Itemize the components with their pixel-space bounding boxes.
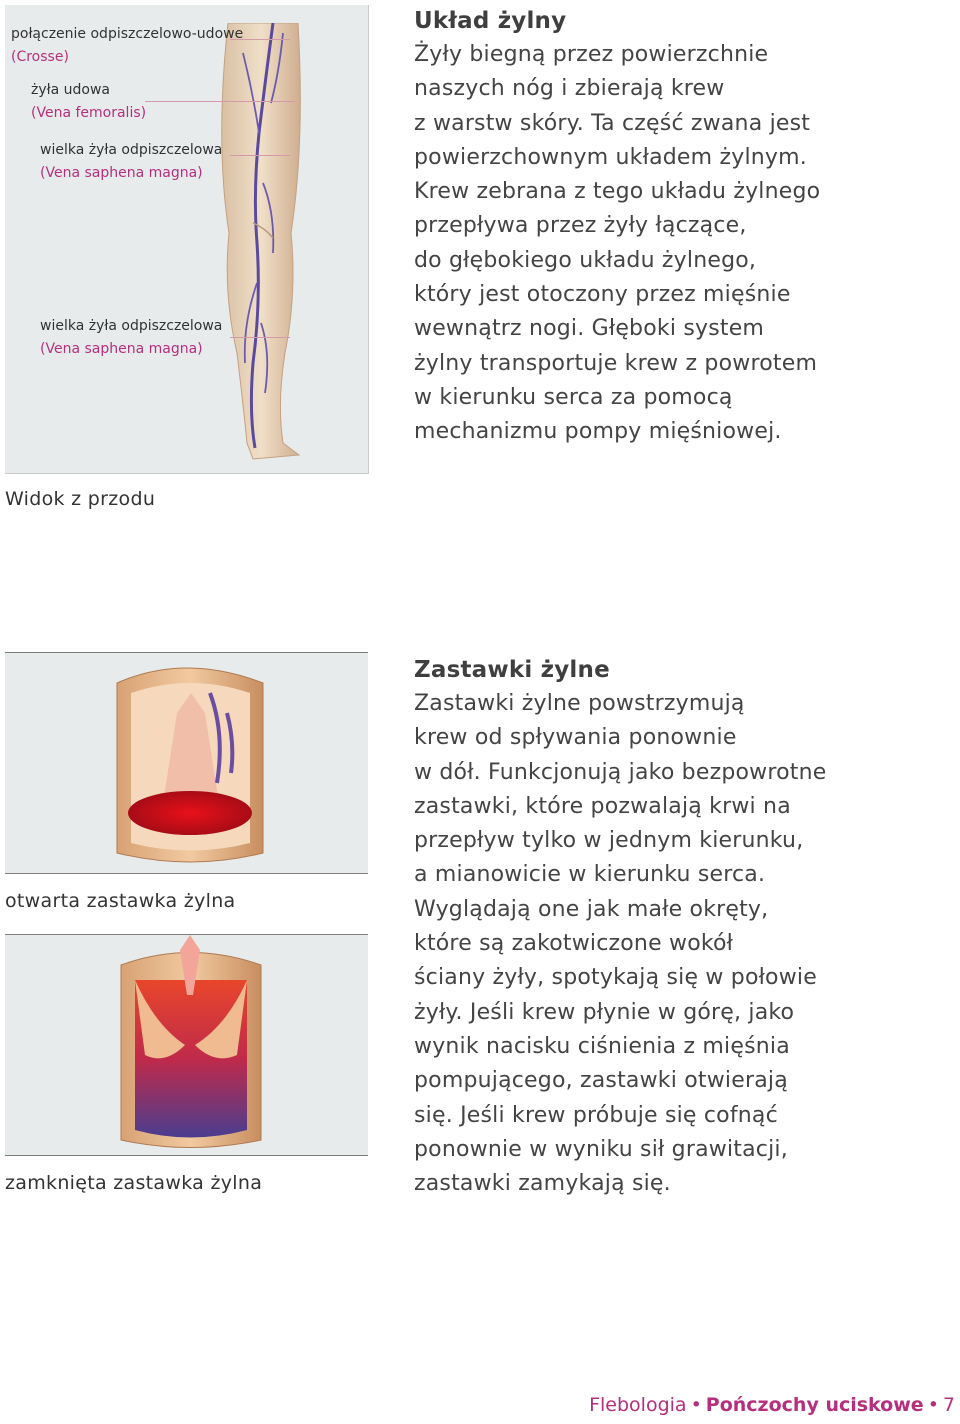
footer-section: Flebologia: [589, 1394, 687, 1416]
footer-bullet: •: [690, 1394, 702, 1416]
venous-system-section: [414, 4, 954, 450]
footer-bullet: •: [927, 1394, 939, 1416]
closed-valve-panel: [5, 934, 368, 1156]
label-name: połączenie odpiszczelowo-udowe: [11, 26, 244, 42]
leader-line: [145, 101, 295, 102]
label-crosse: [11, 23, 243, 69]
venous-system-text: Żyły biegną przez powierzchnie naszych nóg i zbierają krew z warstw skóry. Ta część zwana jest powierzchownym układem żylnym. Krew zebrana z tego układu żylnego przepływa przez żyły łączące, do głębokiego układu żylnego, który jest otoczony przez mięśnie wewnątrz nogi. Głęboki system żylny transportuje krew z powrotem w kierunku serca za pomocą mechanizmu pompy mięśniowej.: [414, 42, 821, 445]
valves-heading: Zastawki żylne: [414, 657, 610, 683]
valves-section: [414, 653, 954, 1201]
label-latin: (Vena femoralis): [31, 105, 147, 121]
label-name: wielka żyła odpiszczelowa: [40, 318, 223, 334]
footer-title: Pończochy uciskowe: [705, 1394, 924, 1416]
label-latin: (Crosse): [11, 49, 69, 65]
label-vena-saphena-lower: [40, 315, 222, 361]
page-number: 7: [942, 1394, 955, 1416]
leg-illustration-panel: [5, 5, 369, 474]
leader-line: [230, 155, 290, 156]
caption-front-view: Widok z przodu: [5, 488, 156, 510]
open-valve-caption: otwarta zastawka żylna: [5, 890, 236, 912]
valves-text: Zastawki żylne powstrzymują krew od spływania ponownie w dół. Funkcjonują jako bezpowrotne zastawki, które pozwalają krwi na przepływ tylko w jednym kierunku, a mianowicie w kierunku serca. Wyglądają one jak małe okręty, które są zakotwiczone wokół ściany żyły, spotykają się w połowie żyły. Jeśli krew płynie w górę, jako wynik nacisku ciśnienia z mięśnia pompującego, zastawki otwierają się. Jeśli krew próbuje się cofnąć ponownie w wyniku sił grawitacji, zastawki zamykają się.: [414, 691, 827, 1197]
closed-valve-illustration: [5, 935, 368, 1155]
open-valve-panel: [5, 652, 368, 874]
label-latin: (Vena saphena magna): [40, 165, 203, 181]
open-valve-illustration: [5, 653, 368, 873]
page-footer: [589, 1394, 955, 1416]
label-name: wielka żyła odpiszczelowa: [40, 142, 223, 158]
leg-veins-illustration: [213, 23, 308, 463]
closed-valve-caption: zamknięta zastawka żylna: [5, 1172, 263, 1194]
venous-system-heading: Układ żylny: [414, 8, 567, 34]
label-vena-femoralis: [31, 79, 146, 125]
leader-line: [230, 337, 290, 338]
label-vena-saphena-upper: [40, 139, 222, 185]
label-name: żyła udowa: [31, 82, 110, 98]
label-latin: (Vena saphena magna): [40, 341, 203, 357]
